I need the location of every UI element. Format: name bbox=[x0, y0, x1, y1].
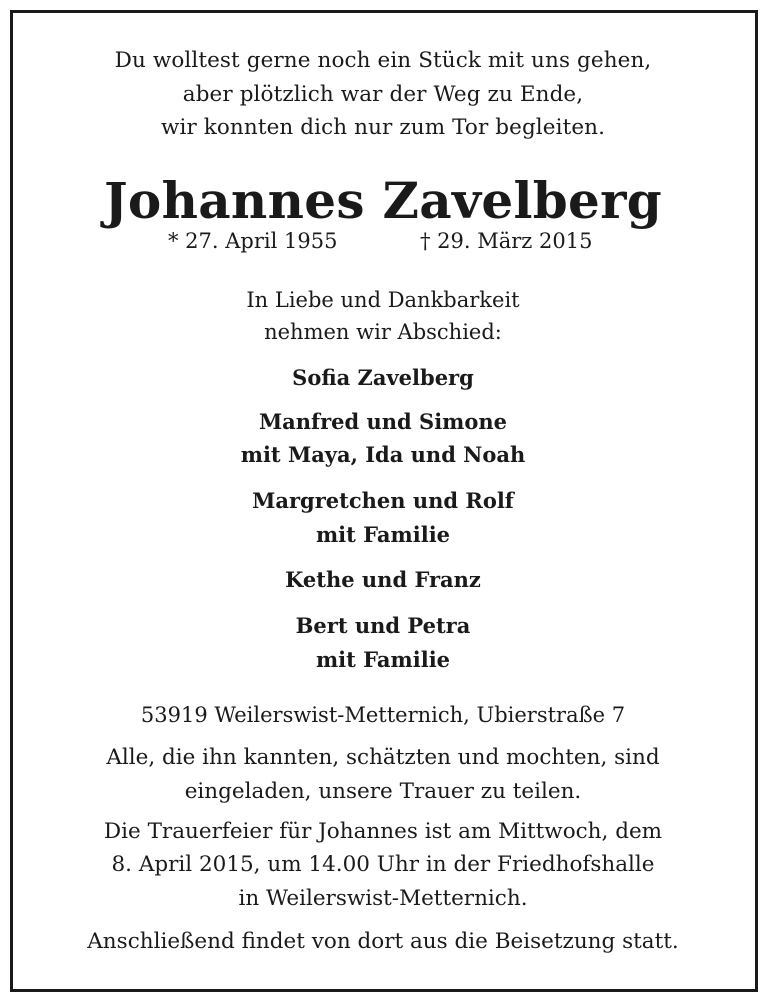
deceased-name: Johannes Zavelberg bbox=[103, 171, 663, 230]
funeral-line: in Weilerswist-Metternich. bbox=[238, 886, 528, 911]
intro-line: In Liebe und Dankbarkeit bbox=[246, 288, 520, 312]
verse-line: wir konnten dich nur zum Tor begleiten. bbox=[160, 115, 606, 140]
burial-note: Anschließend findet von dort aus die Beisetzung statt. bbox=[87, 929, 679, 954]
mourner-line: Manfred und Simone bbox=[258, 409, 508, 434]
verse-line: aber plötzlich war der Weg zu Ende, bbox=[182, 82, 584, 107]
mourner-line: Margretchen und Rolf bbox=[252, 488, 514, 513]
mourner-line: Sofia Zavelberg bbox=[292, 365, 474, 390]
address: 53919 Weilerswist-Metternich, Ubierstraße 7 bbox=[140, 703, 626, 727]
mourner-line: Kethe und Franz bbox=[285, 567, 481, 592]
verse-line: Du wolltest gerne noch ein Stück mit uns gehen, bbox=[114, 48, 652, 73]
invitation-line: eingeladen, unsere Trauer zu teilen. bbox=[184, 779, 582, 804]
mourner-line: mit Maya, Ida und Noah bbox=[240, 442, 526, 467]
funeral-line: Die Trauerfeier für Johannes ist am Mittwoch, dem bbox=[103, 819, 663, 844]
birth-date: * 27. April 1955 bbox=[168, 229, 338, 253]
mourner-line: Bert und Petra bbox=[295, 613, 471, 638]
death-date: † 29. März 2015 bbox=[420, 229, 593, 253]
intro-line: nehmen wir Abschied: bbox=[264, 320, 502, 344]
funeral-line: 8. April 2015, um 14.00 Uhr in der Friedhofshalle bbox=[111, 852, 655, 877]
invitation-line: Alle, die ihn kannten, schätzten und mochten, sind bbox=[106, 745, 660, 770]
mourner-line: mit Familie bbox=[315, 522, 451, 547]
mourner-line: mit Familie bbox=[315, 647, 451, 672]
